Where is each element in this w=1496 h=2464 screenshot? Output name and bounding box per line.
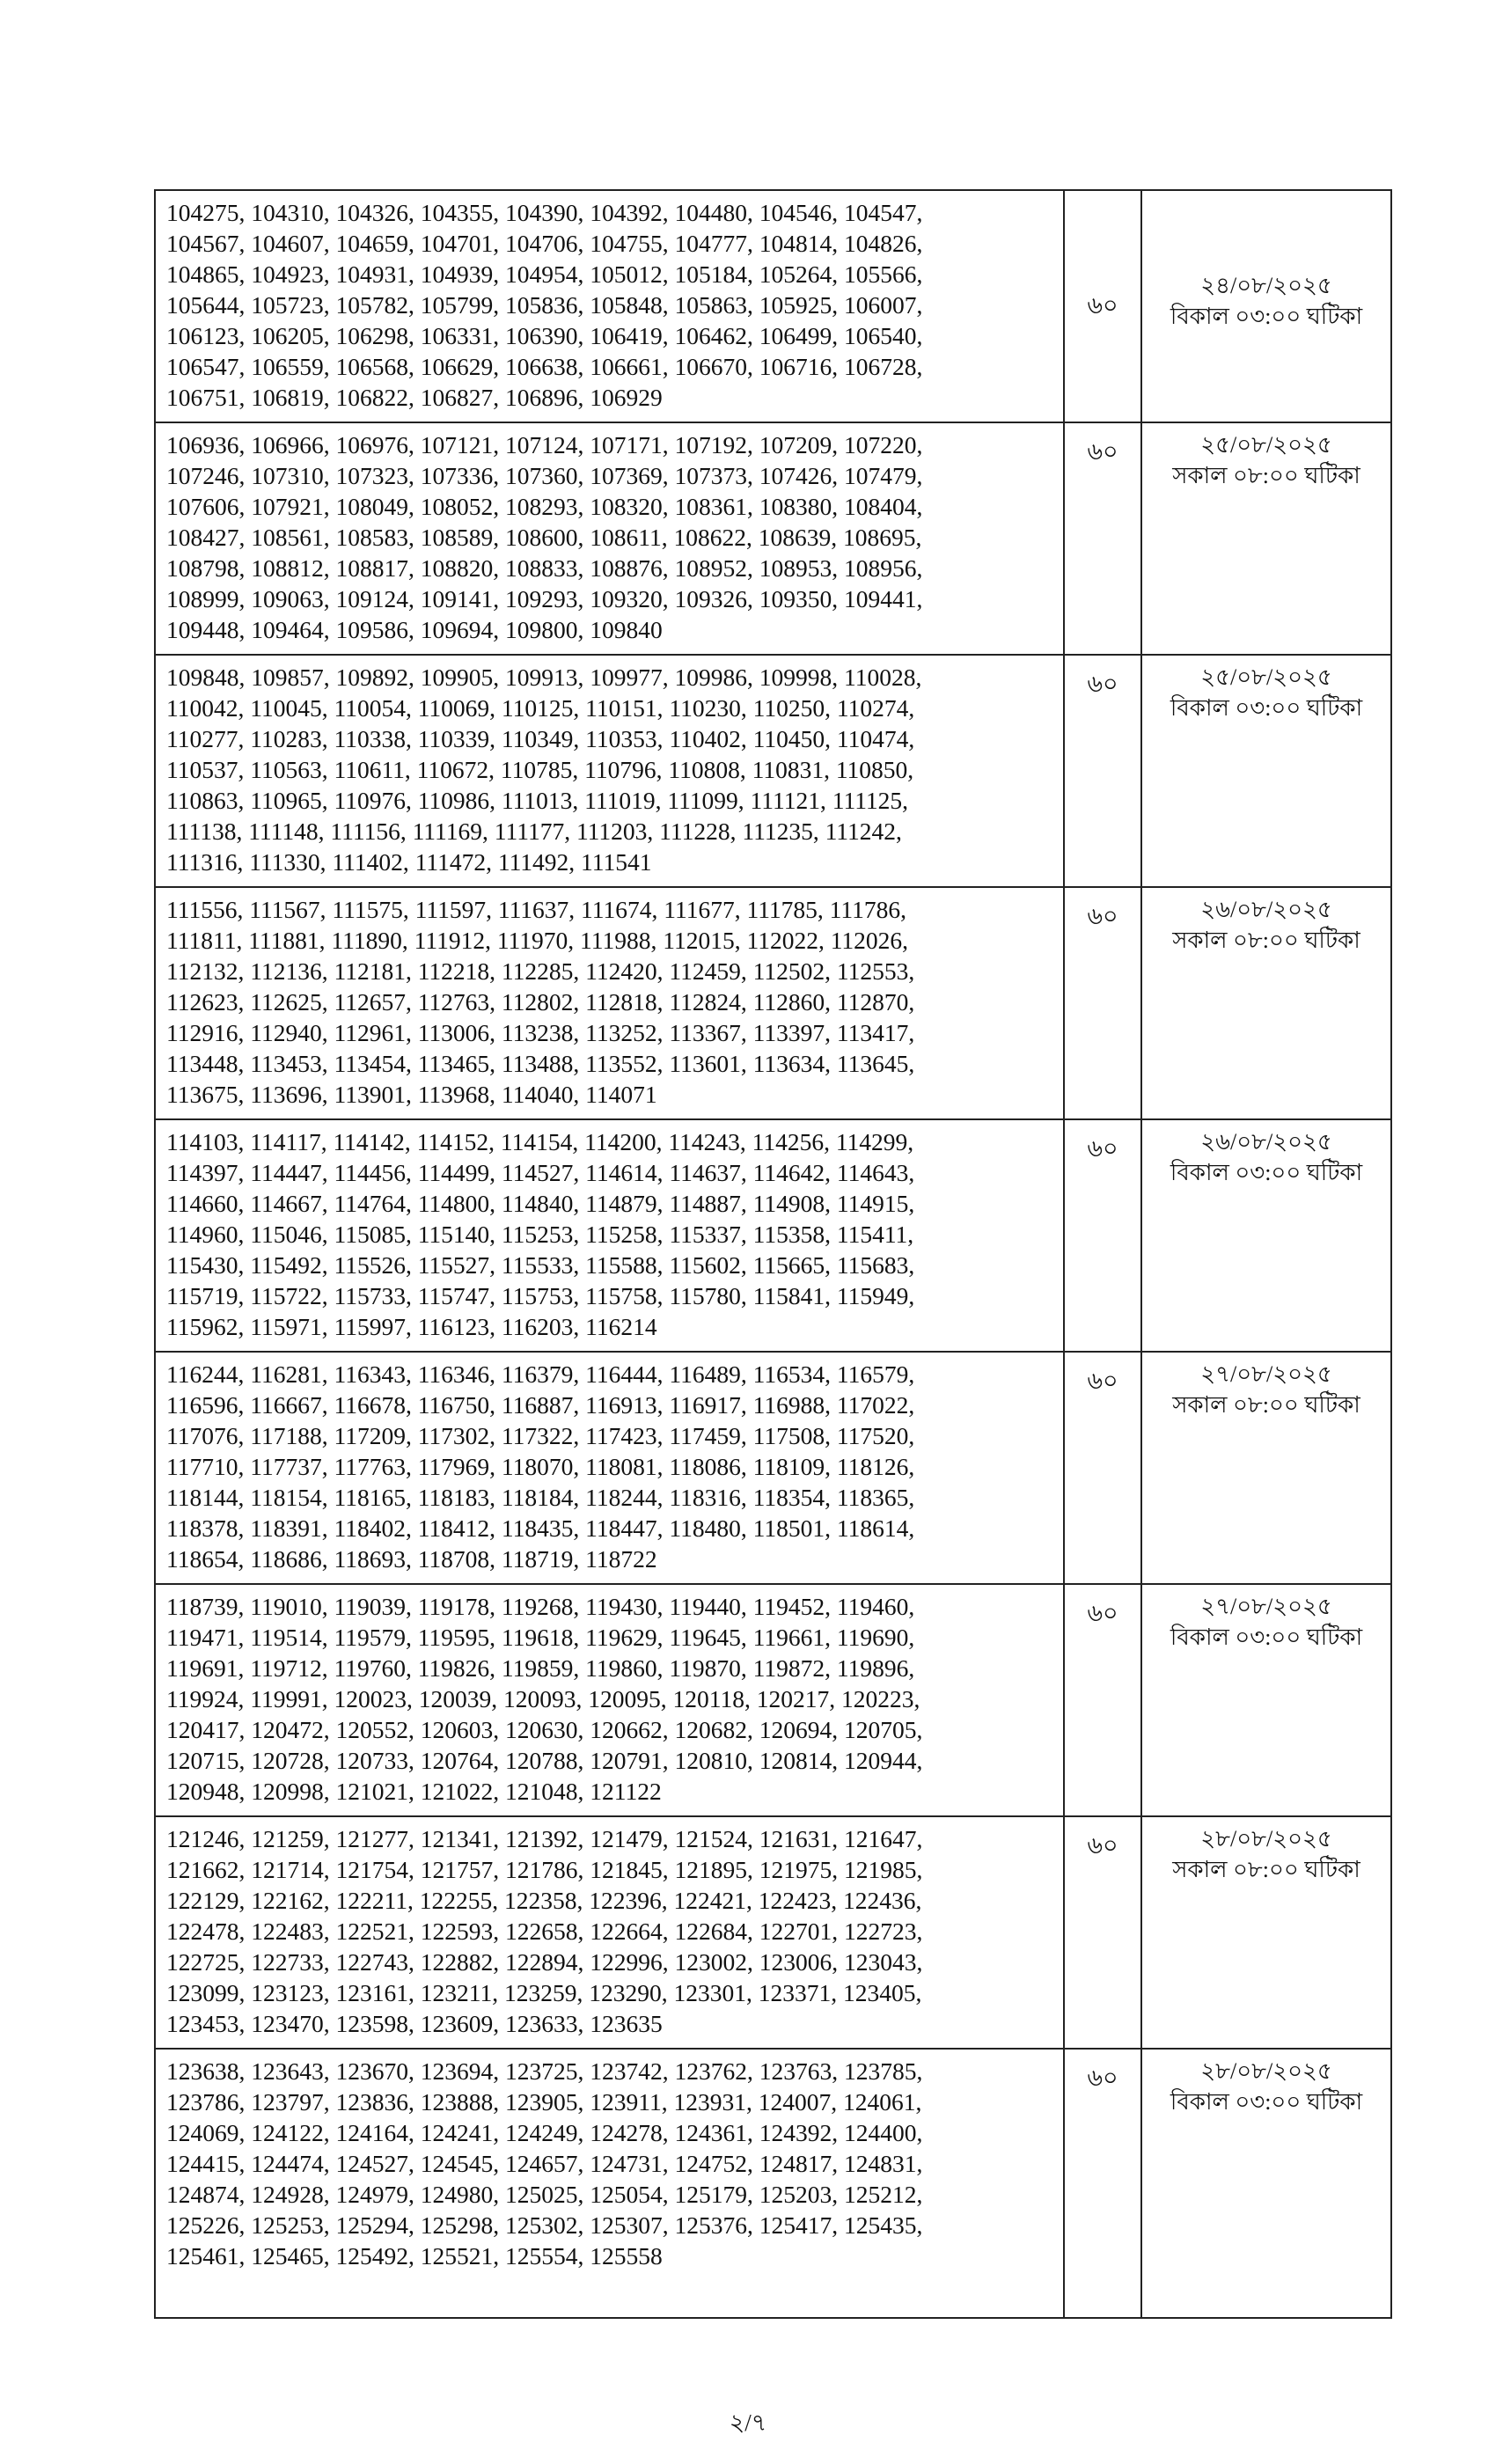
- exam-date: ২৭/০৮/২০২৫: [1200, 1594, 1332, 1619]
- exam-date-time-cell: [1141, 887, 1391, 1119]
- candidate-count-cell: ৬০: [1064, 2049, 1141, 2318]
- roll-numbers-cell: 114103, 114117, 114142, 114152, 114154, 114200, 114243, 114256, 114299, 114397, 114447, 114456, 114499, 114527, 114614, 114637, 114642, 114643, 114660, 114667, 114764, 114800, 114840, 114879, 114887, 114908, 114915, 114960, 115046, 115085, 115140, 115253, 115258, 115337, 115358, 115411, 115430, 115492, 115526, 115527, 115533, 115588, 115602, 115665, 115683, 115719, 115722, 115733, 115747, 115753, 115758, 115780, 115841, 115949, 115962, 115971, 115997, 116123, 116203, 116214: [155, 1119, 1064, 1352]
- candidate-count-cell: ৬০: [1064, 1584, 1141, 1816]
- page-number: ২/৭: [729, 2409, 767, 2436]
- exam-time: বিকাল ০৩:০০ ঘটিকা: [1170, 304, 1363, 329]
- roll-numbers-cell: 106936, 106966, 106976, 107121, 107124, 107171, 107192, 107209, 107220, 107246, 107310, 107323, 107336, 107360, 107369, 107373, 107426, 107479, 107606, 107921, 108049, 108052, 108293, 108320, 108361, 108380, 108404, 108427, 108561, 108583, 108589, 108600, 108611, 108622, 108639, 108695, 108798, 108812, 108817, 108820, 108833, 108876, 108952, 108953, 108956, 108999, 109063, 109124, 109141, 109293, 109320, 109326, 109350, 109441, 109448, 109464, 109586, 109694, 109800, 109840: [155, 422, 1064, 655]
- candidate-count-cell: ৬০: [1064, 1119, 1141, 1352]
- exam-date: ২৬/০৮/২০২৫: [1200, 897, 1332, 922]
- exam-time: সকাল ০৮:০০ ঘটিকা: [1172, 463, 1360, 488]
- exam-date-time-cell: [1141, 422, 1391, 655]
- exam-date: ২৮/০৮/২০২৫: [1200, 2058, 1332, 2084]
- exam-date-time-cell: [1141, 1119, 1391, 1352]
- exam-date: ২৫/০৮/২০২৫: [1200, 432, 1332, 458]
- roll-numbers-cell: 123638, 123643, 123670, 123694, 123725, 123742, 123762, 123763, 123785, 123786, 123797, 123836, 123888, 123905, 123911, 123931, 124007, 124061, 124069, 124122, 124164, 124241, 124249, 124278, 124361, 124392, 124400, 124415, 124474, 124527, 124545, 124657, 124731, 124752, 124817, 124831, 124874, 124928, 124979, 124980, 125025, 125054, 125179, 125203, 125212, 125226, 125253, 125294, 125298, 125302, 125307, 125376, 125417, 125435, 125461, 125465, 125492, 125521, 125554, 125558: [155, 2049, 1064, 2318]
- exam-time: বিকাল ০৩:০০ ঘটিকা: [1170, 1160, 1363, 1185]
- roll-numbers-cell: 111556, 111567, 111575, 111597, 111637, 111674, 111677, 111785, 111786, 111811, 111881, 111890, 111912, 111970, 111988, 112015, 112022, 112026, 112132, 112136, 112181, 112218, 112285, 112420, 112459, 112502, 112553, 112623, 112625, 112657, 112763, 112802, 112818, 112824, 112860, 112870, 112916, 112940, 112961, 113006, 113238, 113252, 113367, 113397, 113417, 113448, 113453, 113454, 113465, 113488, 113552, 113601, 113634, 113645, 113675, 113696, 113901, 113968, 114040, 114071: [155, 887, 1064, 1119]
- table-row: [155, 190, 1391, 422]
- candidate-count-cell: ৬০: [1064, 1352, 1141, 1584]
- exam-date-time-cell: [1141, 1584, 1391, 1816]
- exam-time: বিকাল ০৩:০০ ঘটিকা: [1170, 2089, 1363, 2115]
- candidate-count-cell: ৬০: [1064, 422, 1141, 655]
- candidate-count-cell: ৬০: [1064, 887, 1141, 1119]
- exam-time: সকাল ০৮:০০ ঘটিকা: [1172, 1392, 1360, 1418]
- table-row: [155, 1119, 1391, 1352]
- exam-date: ২৫/০৮/২০২৫: [1200, 664, 1332, 690]
- table-row: [155, 2049, 1391, 2318]
- roll-numbers-cell: 109848, 109857, 109892, 109905, 109913, 109977, 109986, 109998, 110028, 110042, 110045, 110054, 110069, 110125, 110151, 110230, 110250, 110274, 110277, 110283, 110338, 110339, 110349, 110353, 110402, 110450, 110474, 110537, 110563, 110611, 110672, 110785, 110796, 110808, 110831, 110850, 110863, 110965, 110976, 110986, 111013, 111019, 111099, 111121, 111125, 111138, 111148, 111156, 111169, 111177, 111203, 111228, 111235, 111242, 111316, 111330, 111402, 111472, 111492, 111541: [155, 655, 1064, 887]
- table-row: [155, 887, 1391, 1119]
- candidate-count-cell: ৬০: [1064, 1816, 1141, 2049]
- candidate-count-cell: ৬০: [1064, 190, 1141, 422]
- table-row: [155, 1352, 1391, 1584]
- exam-date: ২৭/০৮/২০২৫: [1200, 1361, 1332, 1387]
- exam-time: সকাল ০৮:০০ ঘটিকা: [1172, 928, 1360, 953]
- exam-date: ২৮/০৮/২০২৫: [1200, 1826, 1332, 1852]
- exam-date: ২৬/০৮/২০২৫: [1200, 1129, 1332, 1155]
- roll-numbers-cell: 121246, 121259, 121277, 121341, 121392, 121479, 121524, 121631, 121647, 121662, 121714, 121754, 121757, 121786, 121845, 121895, 121975, 121985, 122129, 122162, 122211, 122255, 122358, 122396, 122421, 122423, 122436, 122478, 122483, 122521, 122593, 122658, 122664, 122684, 122701, 122723, 122725, 122733, 122743, 122882, 122894, 122996, 123002, 123006, 123043, 123099, 123123, 123161, 123211, 123259, 123290, 123301, 123371, 123405, 123453, 123470, 123598, 123609, 123633, 123635: [155, 1816, 1064, 2049]
- exam-time: সকাল ০৮:০০ ঘটিকা: [1172, 1857, 1360, 1882]
- exam-date-time-cell: [1141, 1352, 1391, 1584]
- roll-numbers-cell: 116244, 116281, 116343, 116346, 116379, 116444, 116489, 116534, 116579, 116596, 116667, 116678, 116750, 116887, 116913, 116917, 116988, 117022, 117076, 117188, 117209, 117302, 117322, 117423, 117459, 117508, 117520, 117710, 117737, 117763, 117969, 118070, 118081, 118086, 118109, 118126, 118144, 118154, 118165, 118183, 118184, 118244, 118316, 118354, 118365, 118378, 118391, 118402, 118412, 118435, 118447, 118480, 118501, 118614, 118654, 118686, 118693, 118708, 118719, 118722: [155, 1352, 1064, 1584]
- roll-numbers-cell: 118739, 119010, 119039, 119178, 119268, 119430, 119440, 119452, 119460, 119471, 119514, 119579, 119595, 119618, 119629, 119645, 119661, 119690, 119691, 119712, 119760, 119826, 119859, 119860, 119870, 119872, 119896, 119924, 119991, 120023, 120039, 120093, 120095, 120118, 120217, 120223, 120417, 120472, 120552, 120603, 120630, 120662, 120682, 120694, 120705, 120715, 120728, 120733, 120764, 120788, 120791, 120810, 120814, 120944, 120948, 120998, 121021, 121022, 121048, 121122: [155, 1584, 1064, 1816]
- roll-numbers-cell: 104275, 104310, 104326, 104355, 104390, 104392, 104480, 104546, 104547, 104567, 104607, 104659, 104701, 104706, 104755, 104777, 104814, 104826, 104865, 104923, 104931, 104939, 104954, 105012, 105184, 105264, 105566, 105644, 105723, 105782, 105799, 105836, 105848, 105863, 105925, 106007, 106123, 106205, 106298, 106331, 106390, 106419, 106462, 106499, 106540, 106547, 106559, 106568, 106629, 106638, 106661, 106670, 106716, 106728, 106751, 106819, 106822, 106827, 106896, 106929: [155, 190, 1064, 422]
- exam-date-time-cell: [1141, 190, 1391, 422]
- exam-date: ২৪/০৮/২০২৫: [1200, 273, 1332, 298]
- table-row: [155, 1584, 1391, 1816]
- exam-time: বিকাল ০৩:০০ ঘটিকা: [1170, 695, 1363, 721]
- exam-date-time-cell: [1141, 2049, 1391, 2318]
- table-row: [155, 655, 1391, 887]
- table-row: [155, 1816, 1391, 2049]
- exam-date-time-cell: [1141, 1816, 1391, 2049]
- exam-time: বিকাল ০৩:০০ ঘটিকা: [1170, 1624, 1363, 1650]
- candidate-count-cell: ৬০: [1064, 655, 1141, 887]
- exam-schedule-table: [154, 189, 1392, 2319]
- exam-date-time-cell: [1141, 655, 1391, 887]
- table-row: [155, 422, 1391, 655]
